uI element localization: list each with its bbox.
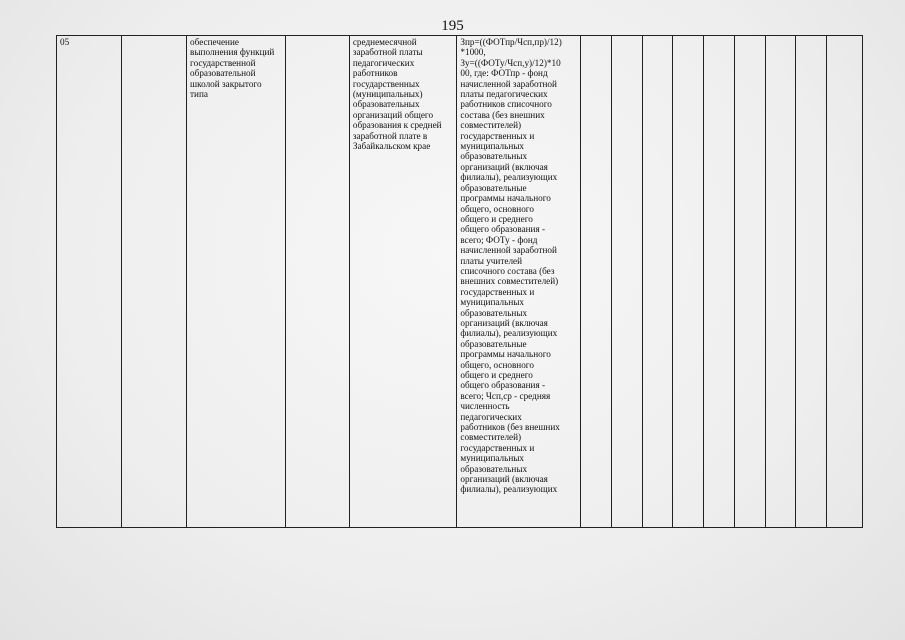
empty-cell [827, 36, 863, 528]
empty-cell [673, 36, 704, 528]
empty-cell [642, 36, 673, 528]
empty-cell [734, 36, 765, 528]
table-cell [121, 36, 187, 528]
task-text: обеспечение выполнения функций государственной образовательной школой закрытого типа [190, 37, 275, 100]
table-cell [286, 36, 349, 528]
empty-cell [796, 36, 827, 528]
empty-cell [612, 36, 643, 528]
indicator-cell [349, 36, 457, 528]
empty-cell [704, 36, 735, 528]
empty-cell [581, 36, 612, 528]
indicator-text: среднемесячной заработной платы педагогических работников государственных (муниципальных) образовательных организаций общего образования к средней заработной плате в Забайкальском крае [352, 37, 442, 152]
empty-cell [765, 36, 796, 528]
row-code: 05 [60, 37, 70, 47]
page-number: 195 [441, 18, 464, 34]
document-table [56, 35, 863, 528]
task-cell [187, 36, 286, 528]
formula-cell [457, 36, 581, 528]
formula-text: Зпр=((ФОТпр/Чсп,пр)/12) *1000, Зу=((ФОТу/Чсп,у)/12)*10 00, где: ФОТпр - фонд начисленной заработной платы педагогических работников списочного состава (без внешних совместителей) государственных и муниципальных образовательных организаций (включая филиалы), реализующих образовательные программы начального общего, основного общего и среднего общего образования - всего; ФОТу - фонд начисленной заработной платы учителей списочного состава (без внешних совместителей) государственных и муниципальных образовательных организаций (включая филиалы), реализующих образовательные программы начального общего, основного общего и среднего общего образования - всего; Чсп,ср - средняя численность педагогических работников (без внешних совместителей) государственных и муниципальных образовательных организаций (включая филиалы), реализующих [460, 37, 562, 495]
code-cell [57, 36, 122, 528]
table-row [57, 36, 863, 528]
